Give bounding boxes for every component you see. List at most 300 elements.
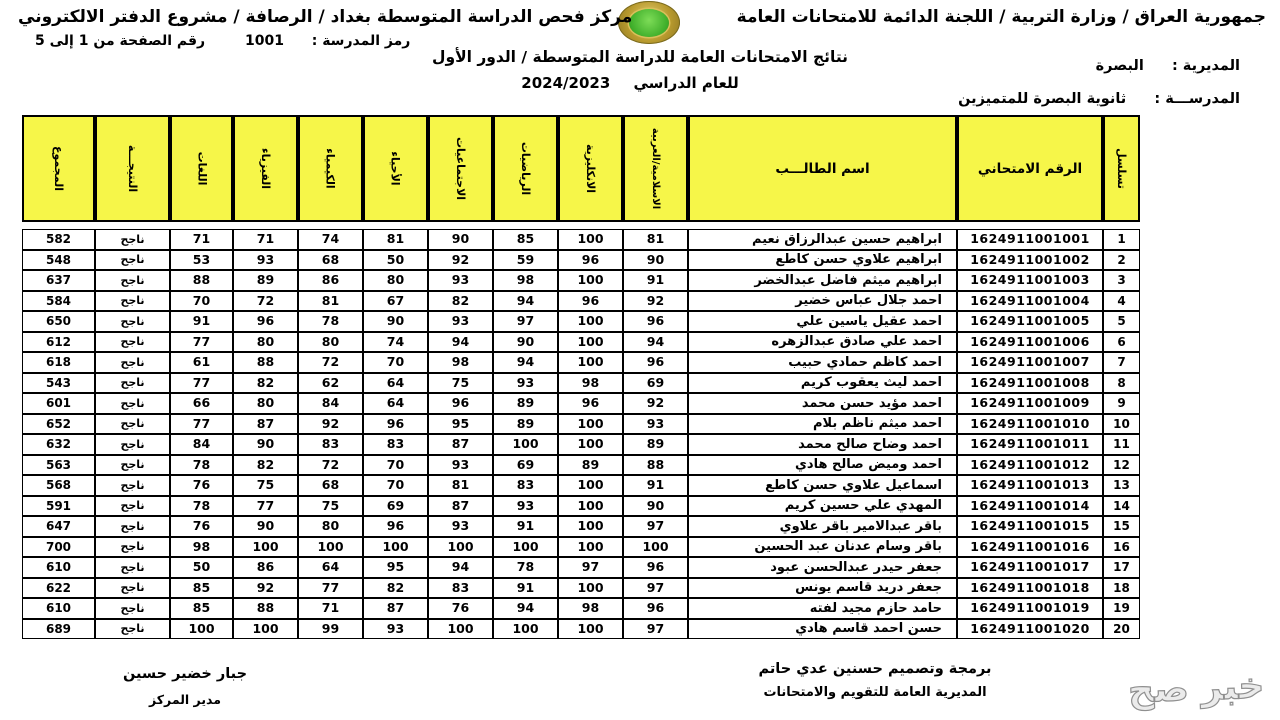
cell-english: 100 bbox=[558, 578, 623, 599]
cell-biology: 82 bbox=[363, 578, 428, 599]
cell-exam-number: 1624911001011 bbox=[957, 434, 1103, 455]
col-header-math bbox=[493, 115, 558, 222]
col-header-physics bbox=[233, 115, 298, 222]
school-code-line bbox=[245, 33, 410, 49]
col-header-serial bbox=[1103, 115, 1140, 222]
cell-student-name: ابراهيم حسين عبدالرزاق نعيم bbox=[688, 229, 957, 250]
cell-serial: 1 bbox=[1103, 229, 1140, 250]
cell-math: 100 bbox=[493, 434, 558, 455]
cell-social-studies: 96 bbox=[428, 393, 493, 414]
cell-biology: 83 bbox=[363, 434, 428, 455]
cell-total: 582 bbox=[22, 229, 95, 250]
table-row bbox=[22, 537, 1140, 558]
cell-social-studies: 81 bbox=[428, 475, 493, 496]
cell-physics: 71 bbox=[233, 229, 298, 250]
cell-social-studies: 100 bbox=[428, 619, 493, 640]
cell-math: 69 bbox=[493, 455, 558, 476]
cell-english: 100 bbox=[558, 332, 623, 353]
cell-chemistry: 78 bbox=[298, 311, 363, 332]
cell-exam-number: 1624911001013 bbox=[957, 475, 1103, 496]
results-rows bbox=[22, 229, 1140, 639]
cell-english: 98 bbox=[558, 598, 623, 619]
cell-total: 689 bbox=[22, 619, 95, 640]
school-code-value: 1001 bbox=[245, 33, 284, 49]
cell-exam-number: 1624911001010 bbox=[957, 414, 1103, 435]
cell-student-name: احمد كاظم حمادي حبيب bbox=[688, 352, 957, 373]
cell-exam-number: 1624911001020 bbox=[957, 619, 1103, 640]
cell-total: 650 bbox=[22, 311, 95, 332]
cell-total: 637 bbox=[22, 270, 95, 291]
cell-math: 59 bbox=[493, 250, 558, 271]
cell-total: 700 bbox=[22, 537, 95, 558]
col-header-exam-number bbox=[957, 115, 1103, 222]
cell-physics: 96 bbox=[233, 311, 298, 332]
cell-chemistry: 80 bbox=[298, 516, 363, 537]
cell-exam-number: 1624911001003 bbox=[957, 270, 1103, 291]
col-header-chemistry-label: الكيمياء bbox=[324, 148, 338, 189]
cell-chemistry: 68 bbox=[298, 475, 363, 496]
cell-chemistry: 64 bbox=[298, 557, 363, 578]
cell-serial: 12 bbox=[1103, 455, 1140, 476]
cell-result: ناجح bbox=[95, 496, 170, 517]
cell-english: 100 bbox=[558, 537, 623, 558]
cell-serial: 11 bbox=[1103, 434, 1140, 455]
cell-chemistry: 86 bbox=[298, 270, 363, 291]
cell-social-studies: 93 bbox=[428, 270, 493, 291]
cell-chemistry: 100 bbox=[298, 537, 363, 558]
cell-exam-number: 1624911001008 bbox=[957, 373, 1103, 394]
cell-languages: 70 bbox=[170, 291, 233, 312]
col-header-total-label: المجموع bbox=[52, 146, 65, 191]
cell-biology: 90 bbox=[363, 311, 428, 332]
cell-physics: 77 bbox=[233, 496, 298, 517]
directorate-line bbox=[1096, 58, 1240, 74]
cell-physics: 100 bbox=[233, 537, 298, 558]
cell-result: ناجح bbox=[95, 516, 170, 537]
cell-result: ناجح bbox=[95, 414, 170, 435]
cell-math: 94 bbox=[493, 598, 558, 619]
cell-result: ناجح bbox=[95, 557, 170, 578]
cell-physics: 80 bbox=[233, 332, 298, 353]
col-header-social-studies bbox=[428, 115, 493, 222]
cell-physics: 88 bbox=[233, 352, 298, 373]
cell-social-studies: 94 bbox=[428, 332, 493, 353]
cell-total: 591 bbox=[22, 496, 95, 517]
cell-social-studies: 100 bbox=[428, 537, 493, 558]
cell-math: 83 bbox=[493, 475, 558, 496]
cell-total: 647 bbox=[22, 516, 95, 537]
cell-physics: 93 bbox=[233, 250, 298, 271]
cell-exam-number: 1624911001015 bbox=[957, 516, 1103, 537]
cell-result: ناجح bbox=[95, 475, 170, 496]
cell-serial: 9 bbox=[1103, 393, 1140, 414]
col-header-exam-number-label: الرقم الامتحاني bbox=[977, 160, 1083, 177]
col-header-biology-label: الأحياء bbox=[389, 151, 403, 186]
cell-social-studies: 98 bbox=[428, 352, 493, 373]
cell-exam-number: 1624911001019 bbox=[957, 598, 1103, 619]
cell-exam-number: 1624911001007 bbox=[957, 352, 1103, 373]
page-number-line bbox=[35, 33, 205, 49]
cell-total: 584 bbox=[22, 291, 95, 312]
table-row bbox=[22, 393, 1140, 414]
cell-chemistry: 68 bbox=[298, 250, 363, 271]
cell-serial: 6 bbox=[1103, 332, 1140, 353]
cell-physics: 72 bbox=[233, 291, 298, 312]
cell-languages: 61 bbox=[170, 352, 233, 373]
cell-biology: 64 bbox=[363, 393, 428, 414]
cell-islamic-arabic: 81 bbox=[623, 229, 688, 250]
cell-serial: 15 bbox=[1103, 516, 1140, 537]
cell-exam-number: 1624911001002 bbox=[957, 250, 1103, 271]
cell-math: 89 bbox=[493, 393, 558, 414]
table-row bbox=[22, 352, 1140, 373]
academic-year-line bbox=[0, 74, 1260, 92]
cell-social-studies: 76 bbox=[428, 598, 493, 619]
cell-islamic-arabic: 96 bbox=[623, 311, 688, 332]
cell-biology: 96 bbox=[363, 516, 428, 537]
cell-languages: 66 bbox=[170, 393, 233, 414]
cell-social-studies: 93 bbox=[428, 311, 493, 332]
cell-english: 100 bbox=[558, 475, 623, 496]
cell-languages: 53 bbox=[170, 250, 233, 271]
cell-serial: 8 bbox=[1103, 373, 1140, 394]
cell-student-name: ابراهيم ميثم فاضل عبدالخضر bbox=[688, 270, 957, 291]
cell-social-studies: 93 bbox=[428, 516, 493, 537]
cell-languages: 98 bbox=[170, 537, 233, 558]
year-value: 2024/2023 bbox=[521, 74, 611, 92]
cell-chemistry: 62 bbox=[298, 373, 363, 394]
cell-student-name: المهدي علي حسين كريم bbox=[688, 496, 957, 517]
cell-chemistry: 92 bbox=[298, 414, 363, 435]
cell-serial: 18 bbox=[1103, 578, 1140, 599]
cell-biology: 74 bbox=[363, 332, 428, 353]
cell-languages: 71 bbox=[170, 229, 233, 250]
cell-languages: 76 bbox=[170, 516, 233, 537]
cell-social-studies: 83 bbox=[428, 578, 493, 599]
table-row bbox=[22, 578, 1140, 599]
cell-english: 89 bbox=[558, 455, 623, 476]
cell-serial: 13 bbox=[1103, 475, 1140, 496]
cell-physics: 90 bbox=[233, 434, 298, 455]
cell-student-name: احمد وضاح صالح محمد bbox=[688, 434, 957, 455]
cell-math: 89 bbox=[493, 414, 558, 435]
col-header-serial-label: تسلسل bbox=[1114, 148, 1128, 189]
table-row bbox=[22, 557, 1140, 578]
table-header-row bbox=[22, 115, 1140, 222]
cell-english: 96 bbox=[558, 250, 623, 271]
cell-exam-number: 1624911001012 bbox=[957, 455, 1103, 476]
design-credit: برمجة وتصميم حسنين عدي حاتم bbox=[758, 661, 992, 677]
cell-total: 618 bbox=[22, 352, 95, 373]
results-table bbox=[22, 115, 1140, 639]
cell-islamic-arabic: 92 bbox=[623, 393, 688, 414]
cell-islamic-arabic: 97 bbox=[623, 578, 688, 599]
year-label: للعام الدراسي bbox=[633, 74, 739, 92]
cell-islamic-arabic: 90 bbox=[623, 250, 688, 271]
cell-biology: 70 bbox=[363, 455, 428, 476]
emblem-green-core bbox=[629, 9, 669, 37]
col-header-student-name-label: اسم الطالـــب bbox=[775, 160, 870, 177]
cell-biology: 50 bbox=[363, 250, 428, 271]
site-watermark: خبر صح bbox=[1127, 665, 1265, 712]
cell-chemistry: 74 bbox=[298, 229, 363, 250]
cell-exam-number: 1624911001009 bbox=[957, 393, 1103, 414]
cell-chemistry: 83 bbox=[298, 434, 363, 455]
col-header-languages-label: اللغات bbox=[195, 151, 209, 186]
cell-exam-number: 1624911001004 bbox=[957, 291, 1103, 312]
cell-languages: 78 bbox=[170, 455, 233, 476]
cell-social-studies: 94 bbox=[428, 557, 493, 578]
cell-chemistry: 80 bbox=[298, 332, 363, 353]
cell-exam-number: 1624911001001 bbox=[957, 229, 1103, 250]
cell-student-name: احمد عقيل ياسين علي bbox=[688, 311, 957, 332]
cell-exam-number: 1624911001018 bbox=[957, 578, 1103, 599]
cell-physics: 82 bbox=[233, 455, 298, 476]
cell-biology: 64 bbox=[363, 373, 428, 394]
cell-math: 90 bbox=[493, 332, 558, 353]
cell-languages: 77 bbox=[170, 373, 233, 394]
table-row bbox=[22, 434, 1140, 455]
col-header-islamic-arabic bbox=[623, 115, 688, 222]
cell-result: ناجح bbox=[95, 619, 170, 640]
cell-total: 543 bbox=[22, 373, 95, 394]
cell-student-name: احمد جلال عباس خضير bbox=[688, 291, 957, 312]
table-row bbox=[22, 598, 1140, 619]
cell-chemistry: 99 bbox=[298, 619, 363, 640]
cell-result: ناجح bbox=[95, 373, 170, 394]
cell-social-studies: 75 bbox=[428, 373, 493, 394]
cell-islamic-arabic: 97 bbox=[623, 516, 688, 537]
cell-islamic-arabic: 69 bbox=[623, 373, 688, 394]
cell-physics: 75 bbox=[233, 475, 298, 496]
cell-biology: 96 bbox=[363, 414, 428, 435]
cell-result: ناجح bbox=[95, 393, 170, 414]
page-to: 5 bbox=[35, 33, 45, 49]
cell-biology: 70 bbox=[363, 352, 428, 373]
cell-chemistry: 81 bbox=[298, 291, 363, 312]
cell-serial: 19 bbox=[1103, 598, 1140, 619]
cell-math: 93 bbox=[493, 496, 558, 517]
cell-biology: 70 bbox=[363, 475, 428, 496]
cell-biology: 81 bbox=[363, 229, 428, 250]
cell-total: 610 bbox=[22, 598, 95, 619]
table-row bbox=[22, 455, 1140, 476]
cell-islamic-arabic: 88 bbox=[623, 455, 688, 476]
cell-physics: 100 bbox=[233, 619, 298, 640]
department-name: المديرية العامة للتقويم والامتحانات bbox=[763, 685, 987, 700]
cell-total: 610 bbox=[22, 557, 95, 578]
cell-islamic-arabic: 97 bbox=[623, 619, 688, 640]
cell-chemistry: 77 bbox=[298, 578, 363, 599]
cell-student-name: احمد علي صادق عبدالزهره bbox=[688, 332, 957, 353]
cell-english: 100 bbox=[558, 516, 623, 537]
cell-physics: 90 bbox=[233, 516, 298, 537]
school-value: ثانوية البصرة للمتميزين bbox=[958, 91, 1127, 107]
manager-role: مدير المركز bbox=[149, 692, 221, 707]
cell-result: ناجح bbox=[95, 434, 170, 455]
col-header-chemistry bbox=[298, 115, 363, 222]
table-row bbox=[22, 516, 1140, 537]
cell-physics: 87 bbox=[233, 414, 298, 435]
table-row bbox=[22, 373, 1140, 394]
table-row bbox=[22, 270, 1140, 291]
cell-social-studies: 82 bbox=[428, 291, 493, 312]
cell-student-name: حامد حازم مجيد لفته bbox=[688, 598, 957, 619]
cell-islamic-arabic: 91 bbox=[623, 475, 688, 496]
cell-physics: 89 bbox=[233, 270, 298, 291]
cell-serial: 16 bbox=[1103, 537, 1140, 558]
cell-student-name: ابراهيم علاوي حسن كاطع bbox=[688, 250, 957, 271]
cell-math: 85 bbox=[493, 229, 558, 250]
cell-serial: 7 bbox=[1103, 352, 1140, 373]
col-header-result bbox=[95, 115, 170, 222]
cell-student-name: حسن احمد قاسم هادي bbox=[688, 619, 957, 640]
cell-languages: 77 bbox=[170, 414, 233, 435]
cell-total: 632 bbox=[22, 434, 95, 455]
col-header-total bbox=[22, 115, 95, 222]
cell-total: 548 bbox=[22, 250, 95, 271]
col-header-physics-label: الفيزياء bbox=[259, 147, 273, 190]
cell-english: 100 bbox=[558, 270, 623, 291]
col-header-social-studies-label: الاجتماعيات bbox=[453, 136, 467, 201]
manager-name: جبار خضير حسين bbox=[122, 666, 248, 682]
cell-social-studies: 95 bbox=[428, 414, 493, 435]
cell-islamic-arabic: 94 bbox=[623, 332, 688, 353]
cell-languages: 84 bbox=[170, 434, 233, 455]
cell-physics: 92 bbox=[233, 578, 298, 599]
cell-english: 98 bbox=[558, 373, 623, 394]
cell-serial: 2 bbox=[1103, 250, 1140, 271]
cell-biology: 95 bbox=[363, 557, 428, 578]
cell-student-name: اسماعيل علاوي حسن كاطع bbox=[688, 475, 957, 496]
table-row bbox=[22, 229, 1140, 250]
table-row bbox=[22, 496, 1140, 517]
school-line bbox=[958, 91, 1240, 107]
cell-exam-number: 1624911001017 bbox=[957, 557, 1103, 578]
cell-languages: 91 bbox=[170, 311, 233, 332]
cell-serial: 4 bbox=[1103, 291, 1140, 312]
cell-islamic-arabic: 100 bbox=[623, 537, 688, 558]
directorate-label: المديرية : bbox=[1171, 58, 1240, 74]
page-number-label: رقم الصفحة من bbox=[93, 33, 206, 49]
cell-math: 100 bbox=[493, 537, 558, 558]
cell-result: ناجح bbox=[95, 291, 170, 312]
table-row bbox=[22, 291, 1140, 312]
exam-center-title: مركز فحص الدراسة المتوسطة بغداد / الرصافة / مشروع الدفتر الالكتروني bbox=[18, 7, 633, 27]
cell-total: 622 bbox=[22, 578, 95, 599]
cell-math: 91 bbox=[493, 516, 558, 537]
cell-english: 96 bbox=[558, 291, 623, 312]
cell-math: 94 bbox=[493, 291, 558, 312]
cell-islamic-arabic: 96 bbox=[623, 352, 688, 373]
cell-math: 98 bbox=[493, 270, 558, 291]
cell-student-name: احمد مؤيد حسن محمد bbox=[688, 393, 957, 414]
cell-total: 601 bbox=[22, 393, 95, 414]
cell-result: ناجح bbox=[95, 270, 170, 291]
cell-exam-number: 1624911001006 bbox=[957, 332, 1103, 353]
cell-social-studies: 93 bbox=[428, 455, 493, 476]
cell-languages: 78 bbox=[170, 496, 233, 517]
cell-physics: 80 bbox=[233, 393, 298, 414]
cell-islamic-arabic: 96 bbox=[623, 557, 688, 578]
center-manager-signature bbox=[85, 666, 285, 707]
cell-islamic-arabic: 90 bbox=[623, 496, 688, 517]
school-code-label: رمز المدرسة : bbox=[311, 33, 411, 49]
col-header-math-label: الرياضيات bbox=[519, 141, 532, 196]
col-header-biology bbox=[363, 115, 428, 222]
cell-physics: 86 bbox=[233, 557, 298, 578]
cell-biology: 93 bbox=[363, 619, 428, 640]
cell-social-studies: 87 bbox=[428, 496, 493, 517]
cell-languages: 50 bbox=[170, 557, 233, 578]
cell-result: ناجح bbox=[95, 229, 170, 250]
cell-chemistry: 71 bbox=[298, 598, 363, 619]
cell-chemistry: 75 bbox=[298, 496, 363, 517]
cell-serial: 3 bbox=[1103, 270, 1140, 291]
cell-social-studies: 87 bbox=[428, 434, 493, 455]
cell-math: 78 bbox=[493, 557, 558, 578]
cell-result: ناجح bbox=[95, 250, 170, 271]
to-label: إلى bbox=[49, 33, 74, 49]
cell-english: 96 bbox=[558, 393, 623, 414]
credits-block bbox=[700, 661, 1050, 700]
cell-math: 97 bbox=[493, 311, 558, 332]
cell-languages: 88 bbox=[170, 270, 233, 291]
cell-english: 100 bbox=[558, 229, 623, 250]
cell-student-name: باقر عبدالامير باقر علاوي bbox=[688, 516, 957, 537]
cell-result: ناجح bbox=[95, 352, 170, 373]
cell-biology: 67 bbox=[363, 291, 428, 312]
col-header-result-label: النتيجـــة bbox=[126, 144, 139, 193]
col-header-islamic-arabic-label: الاسلامية/العربية bbox=[650, 127, 661, 210]
cell-total: 568 bbox=[22, 475, 95, 496]
cell-result: ناجح bbox=[95, 598, 170, 619]
cell-english: 100 bbox=[558, 434, 623, 455]
cell-islamic-arabic: 91 bbox=[623, 270, 688, 291]
cell-math: 100 bbox=[493, 619, 558, 640]
cell-result: ناجح bbox=[95, 332, 170, 353]
cell-result: ناجح bbox=[95, 578, 170, 599]
cell-exam-number: 1624911001005 bbox=[957, 311, 1103, 332]
cell-total: 563 bbox=[22, 455, 95, 476]
table-row bbox=[22, 332, 1140, 353]
cell-biology: 69 bbox=[363, 496, 428, 517]
cell-student-name: احمد ميثم ناظم بلام bbox=[688, 414, 957, 435]
table-row bbox=[22, 311, 1140, 332]
government-title: جمهورية العراق / وزارة التربية / اللجنة الدائمة للامتحانات العامة bbox=[736, 7, 1266, 27]
cell-student-name: جعفر دريد قاسم يونس bbox=[688, 578, 957, 599]
cell-biology: 80 bbox=[363, 270, 428, 291]
cell-english: 100 bbox=[558, 311, 623, 332]
cell-english: 100 bbox=[558, 352, 623, 373]
directorate-value: البصرة bbox=[1095, 58, 1144, 74]
cell-languages: 85 bbox=[170, 598, 233, 619]
cell-student-name: باقر وسام عدنان عبد الحسين bbox=[688, 537, 957, 558]
cell-total: 652 bbox=[22, 414, 95, 435]
cell-islamic-arabic: 93 bbox=[623, 414, 688, 435]
cell-exam-number: 1624911001016 bbox=[957, 537, 1103, 558]
table-row bbox=[22, 414, 1140, 435]
cell-serial: 14 bbox=[1103, 496, 1140, 517]
page-from: 1 bbox=[78, 33, 89, 49]
cell-math: 93 bbox=[493, 373, 558, 394]
cell-english: 100 bbox=[558, 496, 623, 517]
cell-result: ناجح bbox=[95, 311, 170, 332]
cell-student-name: جعفر حيدر عبدالحسن عبود bbox=[688, 557, 957, 578]
school-label: المدرســـة : bbox=[1154, 91, 1240, 107]
cell-result: ناجح bbox=[95, 455, 170, 476]
cell-math: 94 bbox=[493, 352, 558, 373]
